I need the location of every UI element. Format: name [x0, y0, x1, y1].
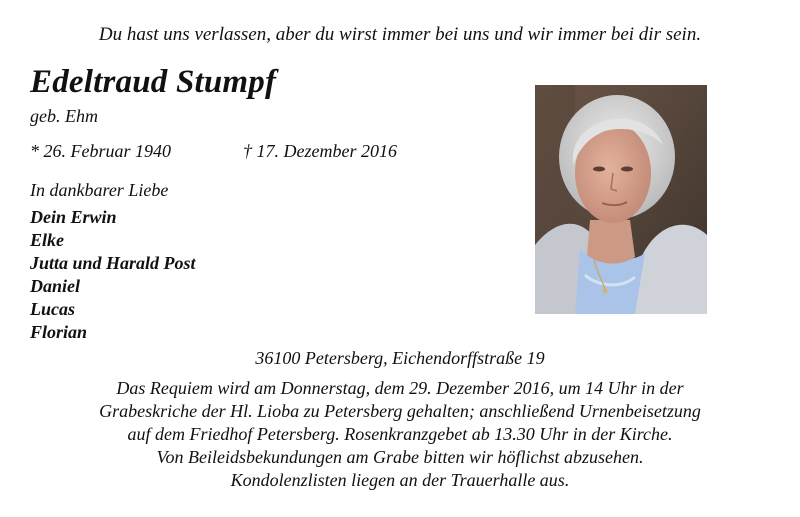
notice-line: Kondolenzlisten liegen an der Trauerhalle aus. [230, 470, 570, 490]
portrait-photo [535, 85, 707, 314]
motto-quote: Du hast uns verlassen, aber du wirst immer bei uns und wir immer bei dir sein. [98, 24, 702, 45]
gratitude-line: In dankbarer Liebe [30, 180, 169, 200]
notice-line: Von Beileidsbekundungen am Grabe bitten wir höflichst abzusehen. [156, 447, 644, 467]
funeral-notice [60, 377, 740, 492]
mourners-list [30, 206, 196, 344]
death-date: † 17. Dezember 2016 [243, 141, 397, 161]
notice-line: auf dem Friedhof Petersberg. Rosenkranzgebet ab 13.30 Uhr in der Kirche. [127, 424, 673, 444]
deceased-name: Edeltraud Stumpf [30, 64, 277, 100]
notice-line: Das Requiem wird am Donnerstag, dem 29. Dezember 2016, um 14 Uhr in der [116, 378, 684, 398]
address-line: 36100 Petersberg, Eichendorffstraße 19 [255, 348, 545, 368]
mourner-name: Florian [30, 322, 88, 342]
portrait-illustration [535, 85, 707, 314]
mourner-name: Elke [30, 230, 64, 250]
mourner-name: Jutta und Harald Post [30, 253, 196, 273]
notice-line: Grabeskriche der Hl. Lioba zu Petersberg gehalten; anschließend Urnenbeisetzung [99, 401, 701, 421]
mourner-name: Lucas [30, 299, 75, 319]
mourner-name: Daniel [30, 276, 81, 296]
mourner-name: Dein Erwin [30, 207, 117, 227]
birth-date: * 26. Februar 1940 [30, 141, 171, 161]
born-name: geb. Ehm [30, 106, 98, 126]
